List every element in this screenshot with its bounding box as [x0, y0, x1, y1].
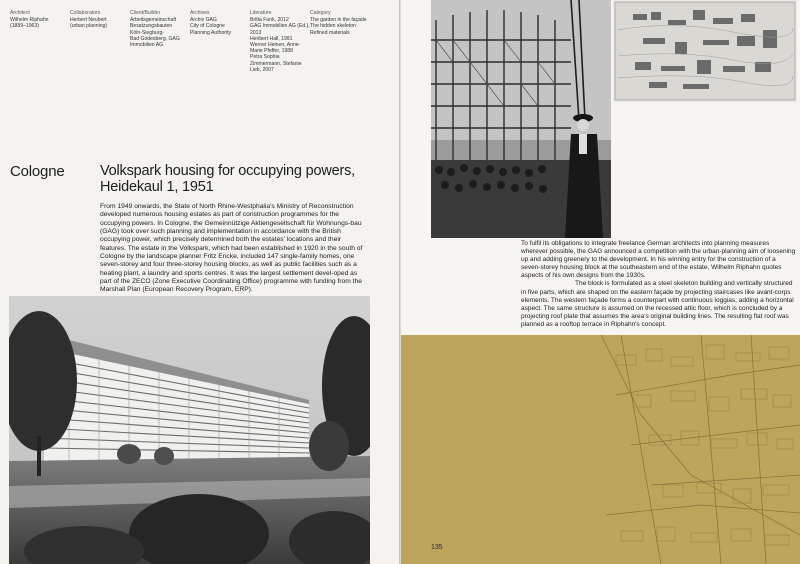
estate-map-graphic	[401, 335, 800, 564]
article-body-right	[521, 240, 797, 329]
meta-heading: Category	[310, 10, 331, 16]
meta-architect	[10, 10, 49, 30]
site-plan-photo-graphic	[613, 0, 797, 102]
meta-value: Herbert Neubert (urban planning)	[70, 17, 108, 30]
meta-value: Arbeitsgemeinschaft Besatzungsbauten Köln-Siegburg- Bad Godesberg, GAG Immobilien AG	[130, 17, 180, 49]
meta-value: Wilhelm Riphahn (1889–1963)	[10, 17, 49, 30]
meta-heading: Client/Builder	[130, 10, 161, 16]
site-plan-photo	[613, 0, 797, 102]
page-number: 135	[431, 544, 443, 551]
meta-archives	[190, 10, 231, 36]
article-body-left: From 1949 onwards, the State of North Rhine-Westphalia's Ministry of Reconstruction developed numerous housing estates as part of construction programmes for the occupying powers. In Cologne, the Gemeinnützige Aktiengesellschaft für Wohnungs-bau (GAG) took over such planning and implementation in accordance with the British occupying power, which precisely determined both the estates' locations and their features. The estate in the Volkspark, which had been established in 1920 in the south of Cologne by the landscape planner Fritz Encke, included 147 single-family homes, one seven-storey and four three-storey housing blocks, as well as public facilities such as a heating plant, a laundry and sports centres. It was the largest settlement devel-oped as part of the ZECO (Zone Executive Coordinating Office) programme with funding from the Marshall Plan (European Recovery Program, ERP).	[100, 203, 363, 294]
right-page	[401, 0, 800, 564]
paragraph: The block is formulated as a steel skeleton building and vertically structured in five parts, which are shaped on the eastern façade by projecting staircases like avant-corps elements. The western façade forms a counterpart with continuous loggias, adding a horizontal aspect. The same structure is assumed on the recessed attic floor, which is concluded by a projecting roof plate that assumes the area's original building lines. The resulting flat roof was planned as a rooftop terrace in Riphahn's concept.	[521, 280, 794, 328]
meta-literature	[250, 10, 310, 73]
housing-block-photo-graphic	[9, 296, 370, 564]
meta-collaborators	[70, 10, 107, 30]
meta-value: The garden in the façade The hidden skeleton Refined materials	[310, 17, 367, 36]
meta-client	[130, 10, 180, 48]
meta-heading: Architect	[10, 10, 30, 16]
paragraph: To fulfil its obligations to integrate freelance German architects into planning measures wherever possible, the GAG announced a competition with the urban-planning aim of loosening up and adding greenery to the development. In his winning entry for the construction of a seven-storey housing block at the southeastern end of the estate, Wilhelm Riphahn quotes aspects of his own designs from the 1930s.	[521, 240, 796, 280]
inauguration-crowd-photo	[431, 0, 611, 238]
article-title: Volkspark housing for occupying powers, Heidekaul 1, 1951	[100, 163, 355, 195]
city-heading: Cologne	[10, 163, 65, 180]
meta-value: Britta Funk, 2012 GAG Immobilien AG (Ed.), 2013 Heribert Hall, 1991 Werner Heinen, Anne- Marie Pfeffer, 1988 Petra Sophia Zimmermann, Stefanie Lieb, 2007	[250, 17, 310, 73]
meta-heading: Literature	[250, 10, 272, 16]
estate-map-panel	[401, 335, 800, 564]
inauguration-crowd-photo-graphic	[431, 0, 611, 238]
meta-category	[310, 10, 367, 36]
housing-block-photo	[9, 296, 370, 564]
left-page	[0, 0, 399, 564]
meta-value: Archiv GAG City of Cologne Planning Authority	[190, 17, 232, 36]
meta-heading: Archives	[190, 10, 210, 16]
meta-heading: Collaborators	[70, 10, 101, 16]
